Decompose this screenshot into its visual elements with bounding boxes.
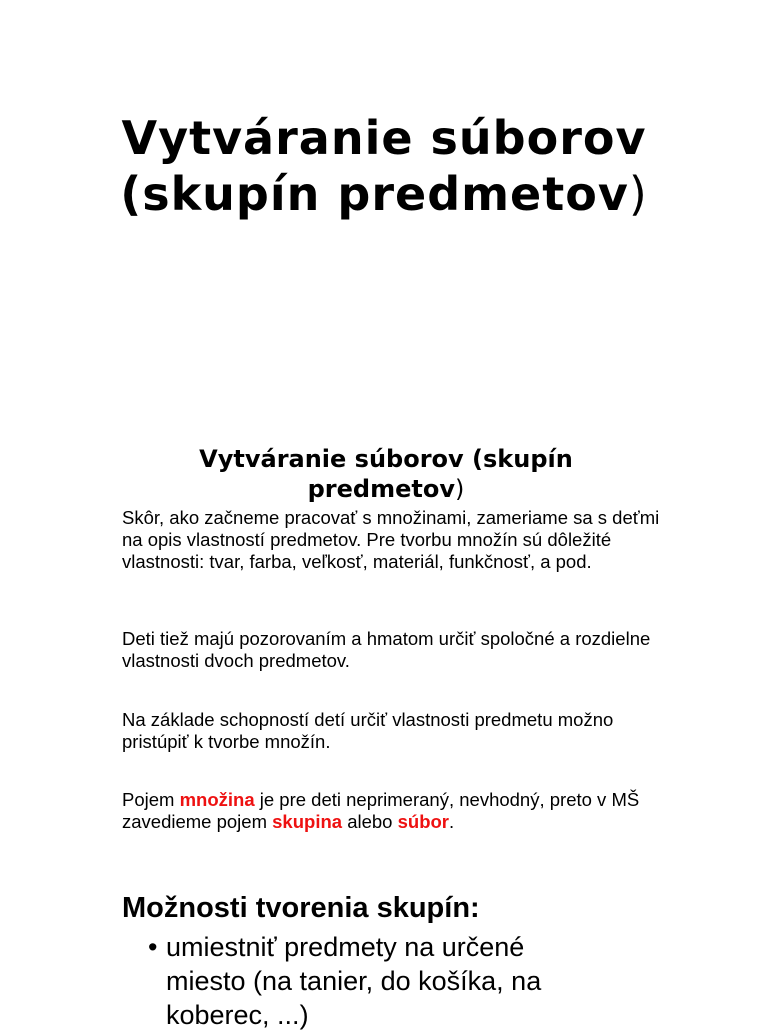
keyword-skupina: skupina (272, 811, 343, 832)
paragraph-properties: Skôr, ako začneme pracovať s množinami, zameriame sa s deťmi na opis vlastností predmetov. Pre tvorbu množín sú dôležité vlastnosti: tvar, farba, veľkosť, materiál, funkčnosť, a pod. (122, 507, 660, 572)
slide-title-line1: Vytváranie súborov (121, 111, 647, 165)
paragraph-observation: Deti tiež majú pozorovaním a hmatom určiť spoločné a rozdielne vlastnosti dvoch predmetov. (122, 628, 651, 671)
paragraph-terminology (122, 789, 682, 833)
slide-title (0, 110, 768, 222)
keyword-subor: súbor (397, 811, 449, 832)
slide-title-closing-paren: ) (628, 167, 648, 221)
list-item-text: umiestniť predmety na určené miesto (na tanier, do košíka, na koberec, ...) (166, 932, 542, 1030)
terminology-text-3: alebo (342, 811, 398, 832)
paragraph-sets: Na základe schopností detí určiť vlastnosti predmetu možno pristúpiť k tvorbe množín. (122, 709, 614, 752)
slide-title-line2: (skupín predmetov (120, 167, 629, 221)
bullet-icon: • (148, 932, 158, 962)
keyword-mnozina: množina (179, 789, 255, 810)
options-heading: Možnosti tvorenia skupín: (122, 892, 480, 924)
terminology-text-4: . (449, 811, 455, 832)
terminology-text-1: Pojem (122, 789, 180, 810)
terminology-text-2: je pre deti neprimeraný, nevhodný, preto v MŠ zavedieme pojem (122, 789, 640, 832)
section-heading-closing-paren: ) (455, 475, 465, 503)
section-heading-text: Vytváranie súborov (skupín predmetov (199, 445, 573, 503)
list-item (148, 930, 608, 1032)
options-list (148, 930, 608, 1032)
section-heading (120, 444, 652, 504)
